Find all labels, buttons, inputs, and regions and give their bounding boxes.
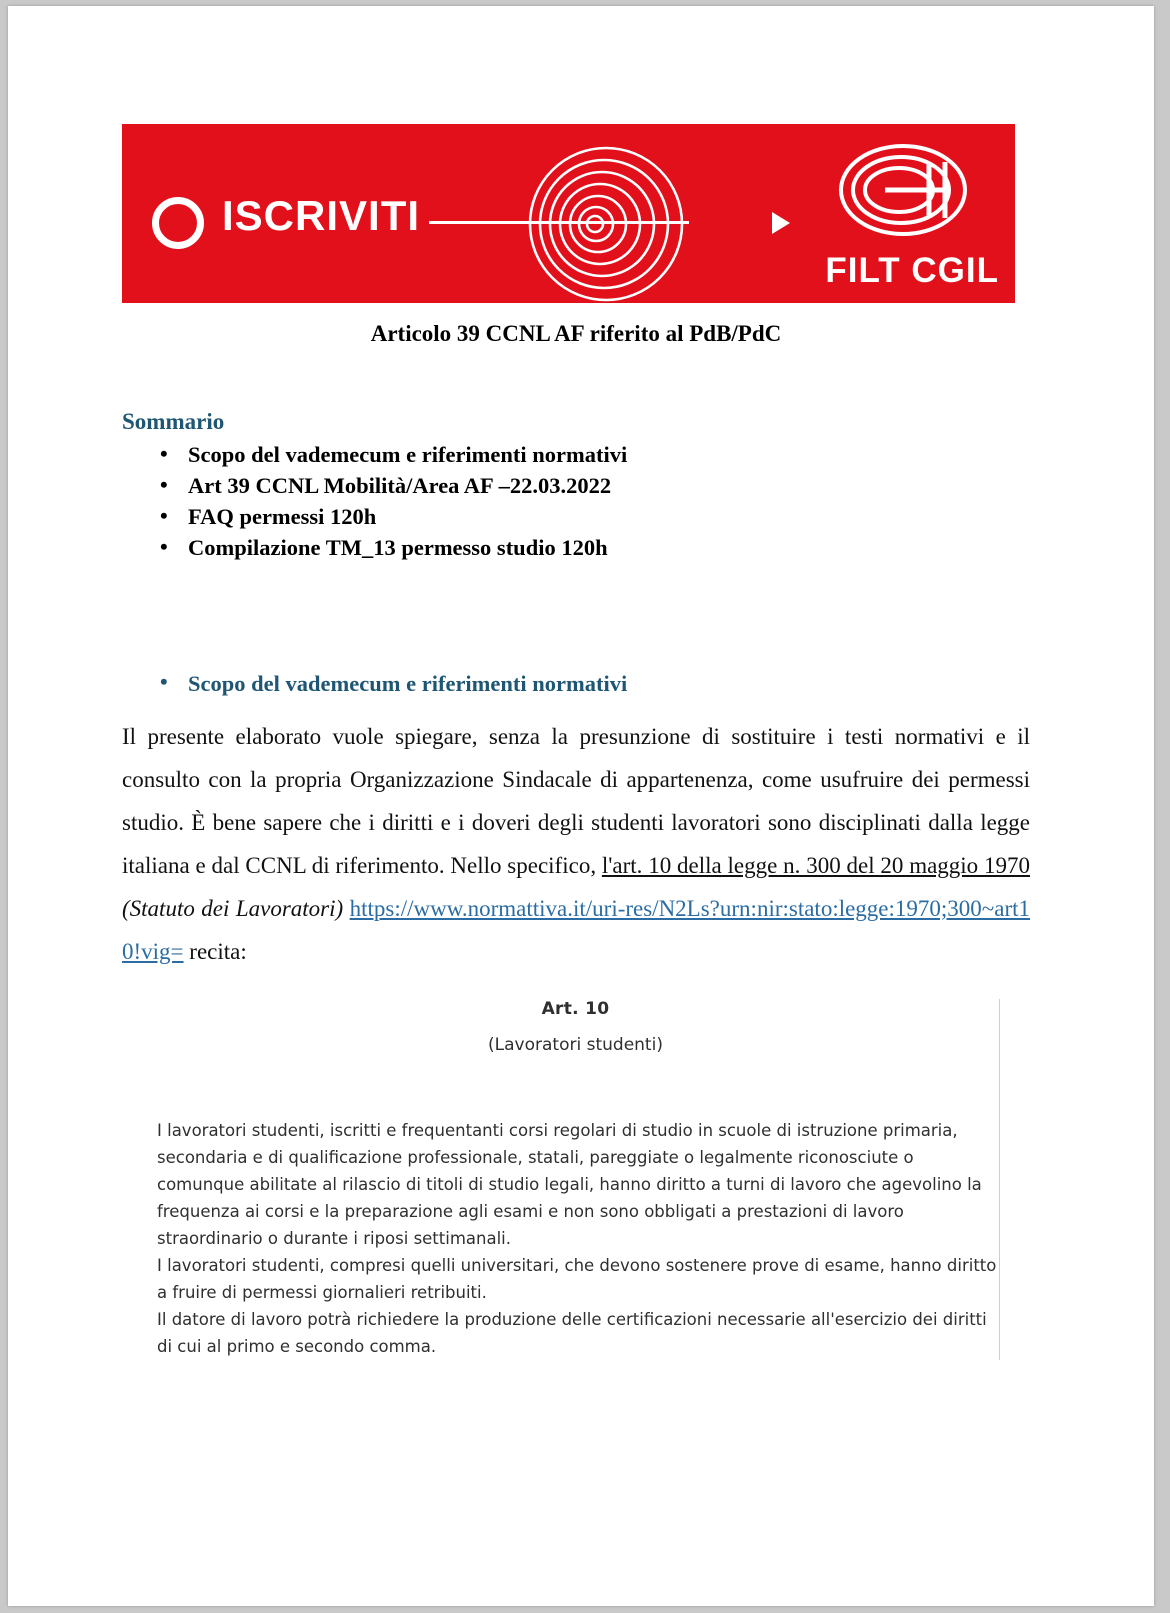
document-content	[122, 124, 1030, 1360]
law-nickname: (Statuto dei Lavoratori)	[122, 896, 344, 921]
law-reference: l'art. 10 della legge n. 300 del 20 maggio 1970	[601, 853, 1030, 878]
list-item: • FAQ permessi 120h	[188, 501, 1030, 532]
list-item: • Art 39 CCNL Mobilità/Area AF –22.03.2022	[188, 470, 1030, 501]
list-item: • Compilazione TM_13 permesso studio 120h	[188, 532, 1030, 563]
summary-list	[122, 439, 1030, 563]
quote-article-number: Art. 10	[541, 999, 610, 1019]
banner-org-label: FILT CGIL	[825, 251, 999, 290]
normattiva-link[interactable]: https://www.normattiva.it/uri-res/N2Ls?urn:nir:stato:legge:1970;300~art10!vig=	[122, 896, 1030, 964]
spiral-icon	[526, 144, 686, 303]
paragraph-part-1: Il presente elaborato vuole spiegare, senza la presunzione di sostituire i testi normativi e il consulto con la propria Organizzazione Sindacale di appartenenza, come usufruire dei permessi studio. È bene sapere che i diritti e i doveri degli studenti lavoratori sono disciplinati dalla legge italiana e dal CCNL di riferimento. Nello specifico,	[122, 724, 1030, 878]
banner-cta-label: ISCRIVITI	[222, 192, 421, 239]
quote-paragraph: Il datore di lavoro potrà richiedere la produzione delle certificazioni necessarie all'esercizio dei diritti di cui al primo e secondo comma.	[157, 1310, 987, 1356]
quote-paragraph: I lavoratori studenti, compresi quelli universitari, che devono sostenere prove di esame, hanno diritto a fruire di permessi giornalieri retribuiti.	[157, 1256, 997, 1302]
summary-heading: Sommario	[122, 409, 225, 434]
quote-subtitle: (Lavoratori studenti)	[488, 1035, 663, 1055]
list-item: • Scopo del vademecum e riferimenti normativi	[188, 439, 1030, 470]
law-quote-block	[122, 999, 1000, 1360]
filt-logo-icon	[833, 136, 973, 248]
arrow-right-icon-head	[772, 212, 790, 234]
document-page	[8, 6, 1154, 1606]
quote-paragraph: I lavoratori studenti, iscritti e frequentanti corsi regolari di studio in scuole di istruzione primaria, secondaria e di qualificazione professionale, statali, pareggiate o legalmente riconosciute o comunque abilitate al rilascio di titoli di studio legali, hanno diritto a turni di lavoro che agevolino la frequenza ai corsi e la preparazione agli esami e non sono obbligati a prestazioni di lavoro straordinario o durante i riposi settimanali.	[157, 1121, 982, 1248]
quote-body	[152, 1117, 997, 1360]
iscriviti-banner	[122, 124, 1015, 303]
circle-icon	[152, 197, 204, 249]
intro-paragraph	[122, 715, 1030, 973]
section-heading: • Scopo del vademecum e riferimenti normativi	[188, 671, 1030, 697]
page-title: Articolo 39 CCNL AF riferito al PdB/PdC	[370, 321, 782, 346]
paragraph-part-2: recita:	[189, 939, 247, 964]
